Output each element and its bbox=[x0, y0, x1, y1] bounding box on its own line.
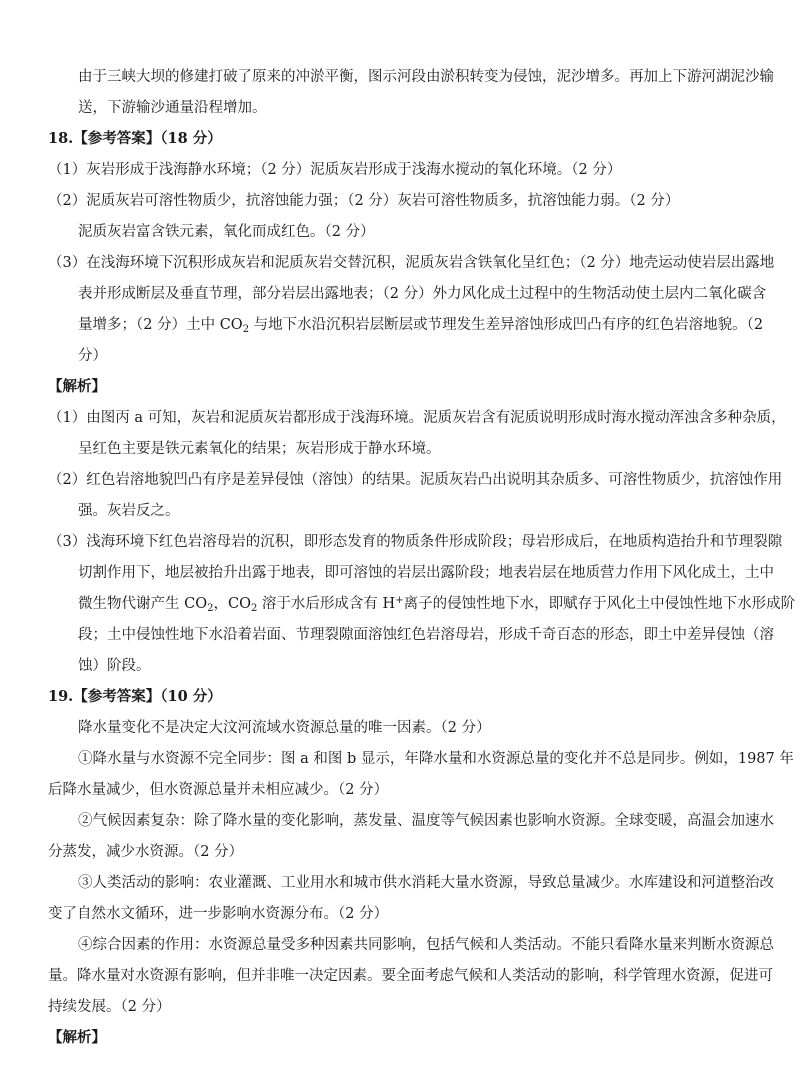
q19-point-4-line-3: 持续发展。（2 分） bbox=[48, 999, 171, 1015]
q18-answer-3-line-4: 分） bbox=[78, 348, 107, 364]
q19-point-1-line-1: ①降水量与水资源不完全同步：图 a 和图 b 显示，年降水量和水资源总量的变化并不总是同步。例如，1987 年 bbox=[78, 751, 794, 767]
subscript: 2 bbox=[242, 324, 250, 335]
q18-explain-3-line-4: 段；土中侵蚀性地下水沿着岩面、节理裂隙面溶蚀红色岩溶母岩，形成千奇百态的形态，即土中差异侵蚀（溶 bbox=[78, 627, 774, 643]
q19-point-4-line-2: 量。降水量对水资源有影响，但并非唯一决定因素。要全面考虑气候和人类活动的影响，科学管理水资源，促进可 bbox=[48, 968, 773, 984]
q18-explain-2-line-2: 强。灰岩反之。 bbox=[78, 503, 180, 519]
intro-line-1: 由于三峡大坝的修建打破了原来的冲淤平衡，图示河段由淤积转变为侵蚀，泥沙增多。再加上下游河湖泥沙输 bbox=[78, 69, 774, 85]
text-run: ，CO bbox=[213, 596, 251, 612]
q18-answer-1: （1）灰岩形成于浅海静水环境；（2 分）泥质灰岩形成于浅海水搅动的氧化环境。（2 分） bbox=[48, 162, 622, 178]
q19-analysis-label: 【解析】 bbox=[48, 1029, 106, 1046]
q18-answer-3-line-3 bbox=[78, 318, 763, 333]
subscript: 2 bbox=[207, 603, 214, 614]
intro-line-2: 送，下游输沙通量沿程增加。 bbox=[78, 100, 267, 116]
q18-header: 18.【参考答案】（18 分） bbox=[48, 130, 222, 147]
text-run: 与地下水沿沉积岩层断层或节理发生差异溶蚀形成凹凸有序的红色岩溶地貌。（2 bbox=[249, 317, 764, 333]
q18-explain-3-line-1: （3）浅海环境下红色岩溶母岩的沉积，即形态发育的物质条件形成阶段；母岩形成后，在地质构造抬升和节理裂隙 bbox=[48, 534, 783, 550]
q19-point-2-line-1: ②气候因素复杂：除了降水量的变化影响，蒸发量、温度等气候因素也影响水资源。全球变暖，高温会加速水 bbox=[78, 813, 774, 829]
q18-answer-3-line-2: 表并形成断层及垂直节理，部分岩层出露地表；（2 分）外力风化成土过程中的生物活动使土层内二氧化碳含 bbox=[78, 286, 767, 302]
q18-analysis-label: 【解析】 bbox=[48, 378, 106, 395]
q19-point-3-line-1: ③人类活动的影响：农业灌溉、工业用水和城市供水消耗大量水资源，导致总量减少。水库建设和河道整治改 bbox=[78, 875, 774, 891]
q19-point-3-line-2: 变了自然水文循环，进一步影响水资源分布。（2 分） bbox=[48, 906, 389, 922]
q18-explain-1-line-1: （1）由图丙 a 可知，灰岩和泥质灰岩都形成于浅海环境。泥质灰岩含有泥质说明形成时海水搅动浑浊含多种杂质， bbox=[48, 410, 786, 426]
q19-point-2-line-2: 分蒸发，减少水资源。（2 分） bbox=[48, 844, 244, 860]
q18-explain-2-line-1: （2）红色岩溶地貌凹凸有序是差异侵蚀（溶蚀）的结果。泥质灰岩凸出说明其杂质多、可溶性物质少，抗溶蚀作用 bbox=[48, 472, 783, 488]
q18-explain-3-line-3 bbox=[78, 597, 795, 612]
subscript: 2 bbox=[250, 603, 258, 614]
q18-explain-3-line-2: 切割作用下，地层被抬升出露于地表，即可溶蚀的岩层出露阶段；地表岩层在地质营力作用下风化成土，土中 bbox=[78, 565, 774, 581]
q19-point-1-line-2: 后降水量减少，但水资源总量并未相应减少。（2 分） bbox=[48, 782, 389, 798]
superscript: + bbox=[395, 595, 404, 606]
text-run: 溶于水后形成含有 H bbox=[257, 596, 396, 612]
q18-explain-1-line-2: 呈红色主要是铁元素氧化的结果；灰岩形成于静水环境。 bbox=[78, 441, 441, 457]
q18-answer-3-line-1: （3）在浅海环境下沉积形成灰岩和泥质灰岩交替沉积，泥质灰岩含铁氧化呈红色；（2 分）地壳运动使岩层出露地 bbox=[48, 255, 775, 271]
q19-point-4-line-1: ④综合因素的作用：水资源总量受多种因素共同影响，包括气候和人类活动。不能只看降水量来判断水资源总 bbox=[78, 937, 774, 953]
text-run: 量增多；（2 分）土中 CO bbox=[78, 317, 243, 333]
q19-summary: 降水量变化不是决定大汶河流域水资源总量的唯一因素。（2 分） bbox=[78, 720, 491, 736]
q18-answer-2-line-2: 泥质灰岩富含铁元素，氧化而成红色。（2 分） bbox=[78, 224, 375, 240]
text-run: 微生物代谢产生 CO bbox=[78, 596, 208, 612]
q19-header: 19.【参考答案】（10 分） bbox=[48, 688, 222, 705]
text-run: 离子的侵蚀性地下水，即赋存于风化土中侵蚀性地下水形成阶 bbox=[403, 596, 796, 612]
q18-answer-2-line-1: （2）泥质灰岩可溶性物质少，抗溶蚀能力强；（2 分）灰岩可溶性物质多，抗溶蚀能力弱。（2 分） bbox=[48, 193, 680, 209]
q18-explain-3-line-5: 蚀）阶段。 bbox=[78, 658, 151, 674]
